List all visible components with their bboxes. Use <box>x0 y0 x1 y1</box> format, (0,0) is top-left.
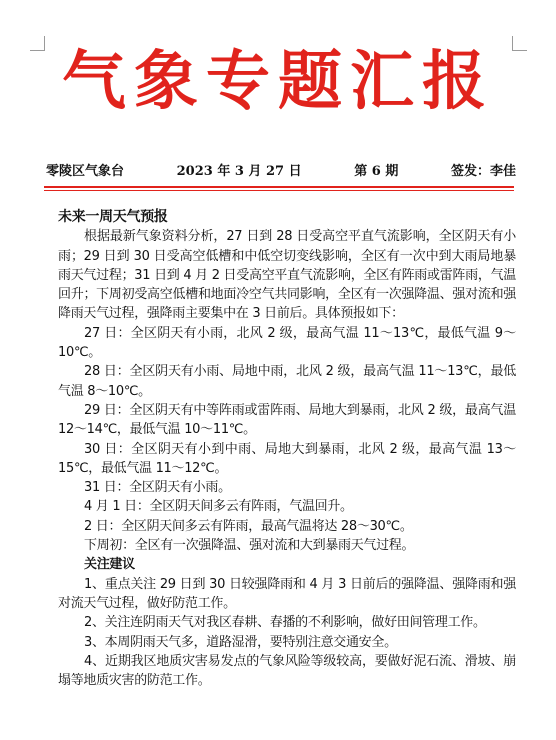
header-divider-thick <box>44 186 514 188</box>
masthead-title: 气象专题汇报 <box>62 44 494 119</box>
issue-info-line <box>46 160 516 179</box>
forecast-day: 28 日：全区阴天有小雨、局地中雨，北风 2 级，最高气温 11～13℃，最低气温 8～10℃。 <box>58 364 516 399</box>
advice-item: 2、关注连阴雨天气对我区春耕、春播的不利影响，做好田间管理工作。 <box>84 615 486 631</box>
forecast-day: 29 日：全区阴天有中等阵雨或雷阵雨、局地大到暴雨，北风 2 级，最高气温 12～14℃，最低气温 10～11℃。 <box>58 402 516 438</box>
advice-item: 1、重点关注 29 日到 30 日较强降雨和 4 月 3 日前后的强降温、强降雨和强对流天气过程，做好防范工作。 <box>58 576 516 611</box>
forecast-day: 31 日：全区阴天有小雨。 <box>84 480 231 496</box>
issuing-organization: 零陵区气象台 <box>46 164 125 179</box>
report-body <box>58 208 516 690</box>
forecast-day: 2 日：全区阴天间多云有阵雨，最高气温将达 28～30℃。 <box>84 518 413 534</box>
issue-signer: 签发：李佳 <box>450 164 516 179</box>
issue-date: 2023 年 3 月 27 日 <box>176 164 302 179</box>
issue-number: 第 6 期 <box>354 164 399 179</box>
forecast-day: 30 日：全区阴天有小到中雨、局地大到暴雨，北风 2 级，最高气温 13～15℃，最低气温 11～12℃。 <box>58 441 516 476</box>
forecast-day: 4 月 1 日：全区阴天间多云有阵雨，气温回升。 <box>84 499 353 515</box>
advice-title: 关注建议 <box>84 557 135 573</box>
header-divider-thin <box>44 190 514 191</box>
forecast-title: 未来一周天气预报 <box>58 209 168 225</box>
forecast-day: 下周初：全区有一次强降温、强对流和大到暴雨天气过程。 <box>84 538 415 554</box>
forecast-day: 27 日：全区阴天有小雨，北风 2 级，最高气温 11～13℃，最低气温 9～10℃。 <box>58 325 516 361</box>
advice-item: 4、近期我区地质灾害易发点的气象风险等级较高，要做好泥石流、滑坡、崩塌等地质灾害的防范工作。 <box>58 653 516 689</box>
forecast-intro: 根据最新气象资料分析，27 日到 28 日受高空平直气流影响，全区阴天有小雨；29 日到 30 日受高空低槽和中低空切变线影响，全区有一次中到大雨局地暴雨天气过程；31 日到 4 月 2 日受高空平直气流影响，全区有阵雨或雷阵雨，气温回升；下周初受高空低槽和地面冷空气共同影响，全区有一次强降温、强对流和强降雨天气过程，强降雨主要集中在 3 日前后。具体预报如下： <box>58 229 516 322</box>
advice-item: 3、本周阴雨天气多，道路湿滑，要特别注意交通安全。 <box>84 634 397 650</box>
